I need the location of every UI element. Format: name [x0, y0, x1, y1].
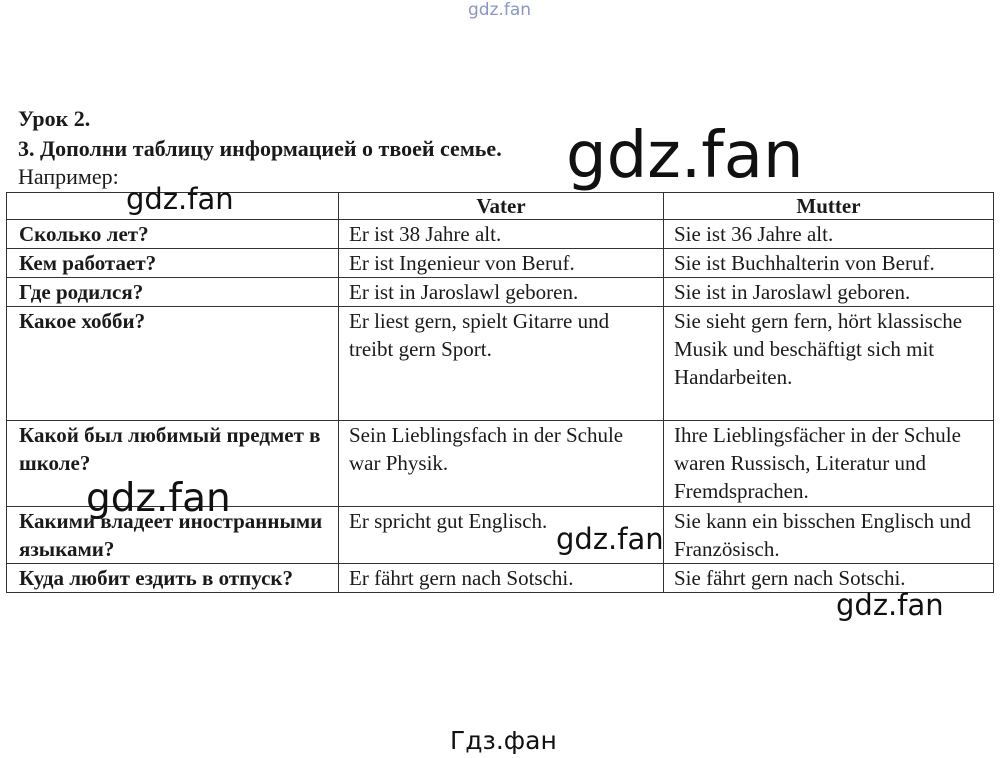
vater-cell: Er fährt gern nach Sotschi. [339, 564, 664, 593]
watermark-a: gdz.fan [126, 182, 234, 216]
watermark-c: gdz.fan [556, 522, 664, 556]
header-mutter: Mutter [664, 193, 994, 220]
mutter-cell: Sie ist 36 Jahre alt. [664, 220, 994, 249]
watermark-d: gdz.fan [836, 588, 944, 622]
mutter-cell: Sie ist Buchhalterin von Beruf. [664, 249, 994, 278]
table-row [7, 220, 994, 249]
table-row [7, 307, 994, 421]
watermark-large: gdz.fan [566, 119, 804, 193]
header-vater: Vater [339, 193, 664, 220]
vater-cell: Er spricht gut Englisch. [339, 507, 664, 564]
question-cell: Сколько лет? [7, 220, 339, 249]
mutter-cell: Sie ist in Jaroslawl geboren. [664, 278, 994, 307]
vater-cell: Er ist 38 Jahre alt. [339, 220, 664, 249]
question-cell: Куда любит ездить в отпуск? [7, 564, 339, 593]
example-label: Например: [18, 164, 119, 189]
footer-link-text: Гдз.фан [450, 726, 557, 755]
vater-cell: Er ist in Jaroslawl geboren. [339, 278, 664, 307]
question-cell: Какой был любимый предмет в школе? [7, 421, 339, 507]
mutter-cell: Sie fährt gern nach Sotschi. [664, 564, 994, 593]
vater-cell: Sein Lieblingsfach in der Schule war Physik. [339, 421, 664, 507]
mutter-cell: Sie kann ein bisschen Englisch und Französisch. [664, 507, 994, 564]
question-cell: Какими владеет иностранными языками? [7, 507, 339, 564]
question-cell: Какое хобби? [7, 307, 339, 421]
question-cell: Где родился? [7, 278, 339, 307]
mutter-cell: Sie sieht gern fern, hört klassische Musik und beschäftigt sich mit Handarbeiten. [664, 307, 994, 421]
family-info-table [6, 192, 994, 593]
watermark-top: gdz.fan [468, 0, 532, 20]
question-cell: Кем работает? [7, 249, 339, 278]
task-title: 3. Дополни таблицу информацией о твоей семье. [18, 136, 502, 161]
table-row [7, 249, 994, 278]
lesson-title: Урок 2. [18, 106, 91, 131]
vater-cell: Er ist Ingenieur von Beruf. [339, 249, 664, 278]
watermark-b: gdz.fan [86, 476, 231, 521]
vater-cell: Er liest gern, spielt Gitarre und treibt gern Sport. [339, 307, 664, 421]
mutter-cell: Ihre Lieblingsfächer in der Schule waren Russisch, Literatur und Fremdsprachen. [664, 421, 994, 507]
table-row [7, 278, 994, 307]
